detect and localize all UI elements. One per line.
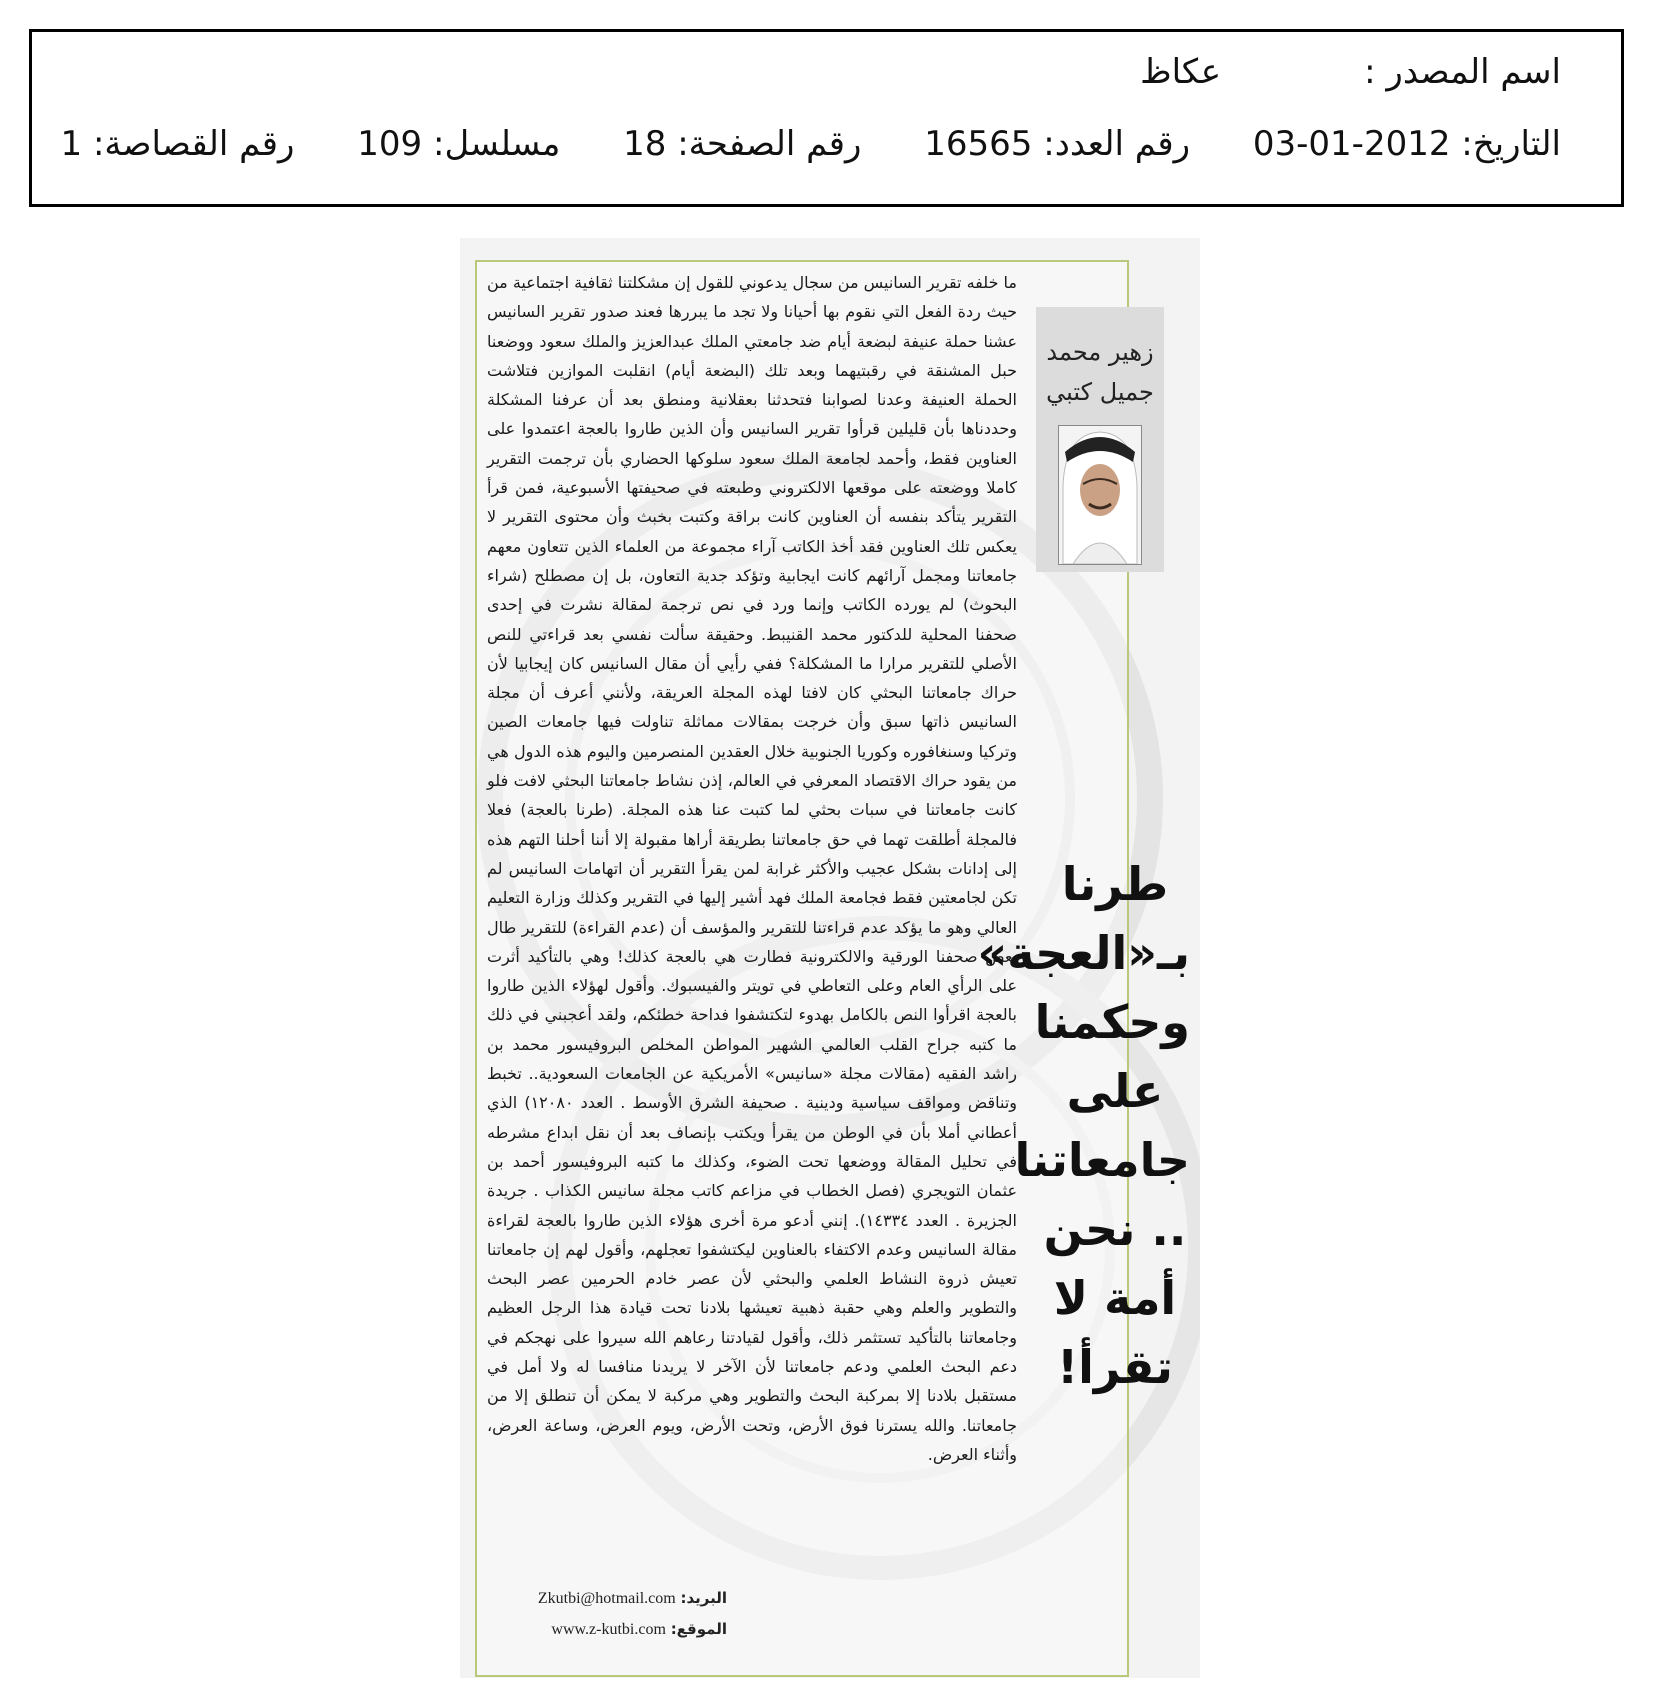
source-value-wrap xyxy=(1140,52,1221,102)
author-name xyxy=(1036,332,1164,412)
date-field: التاريخ: 2012-01-03 xyxy=(1252,124,1561,164)
metadata-row xyxy=(9,124,1562,164)
author-photo xyxy=(1058,425,1142,565)
headline-line: أمة لا xyxy=(1053,1271,1177,1325)
author-name-line2: جميل كتبي xyxy=(1046,378,1154,406)
email-value: Zkutbi@hotmail.com xyxy=(537,1590,676,1607)
author-contact xyxy=(487,1583,727,1645)
source-row xyxy=(1364,52,1561,102)
headline-line: بـ«العجة» xyxy=(977,926,1190,980)
author-portrait-icon xyxy=(1059,426,1141,564)
website-line xyxy=(487,1614,727,1645)
author-box xyxy=(1036,307,1164,572)
article-headline xyxy=(977,850,1190,1402)
headline-line: تقرأ! xyxy=(1057,1340,1173,1394)
author-name-line1: زهير محمد xyxy=(1046,338,1154,366)
headline-line: .. نحن xyxy=(1043,1202,1187,1256)
headline-line: جامعاتنا xyxy=(1014,1133,1190,1187)
source-value: عكاظ xyxy=(1140,52,1221,92)
email-label: البريد: xyxy=(680,1589,727,1607)
clip-number-field: رقم القصاصة: 1 xyxy=(60,124,295,164)
email-line xyxy=(487,1583,727,1614)
serial-field: مسلسل: 109 xyxy=(357,124,561,164)
clipping-header xyxy=(29,29,1624,207)
website-value: www.z-kutbi.com xyxy=(551,1621,666,1638)
headline-line: طرنا xyxy=(1061,857,1169,911)
source-label: اسم المصدر : xyxy=(1364,52,1561,92)
headline-line: وحكمنا xyxy=(1034,995,1190,1049)
headline-line: على xyxy=(1066,1064,1164,1118)
page-field: رقم الصفحة: 18 xyxy=(623,124,862,164)
article-body xyxy=(487,268,1017,1469)
article-paragraph: ما خلفه تقرير السانيس من سجال يدعوني للقول إن مشكلتنا ثقافية اجتماعية من حيث ردة الفعل التي نقوم بها أحيانا ولا تجد ما يبررها فعند صدور تقرير السانيس عشنا حملة عنيفة لبضعة أيام ضد جامعتي الملك عبدالعزيز والملك سعود ووضعنا حبل المشنقة في رقبتيهما وبعد تلك (البضعة أيام) انقلبت الموازين فتلاشت الحملة العنيفة وعدنا لصوابنا فتحدثنا بعقلانية ومنطق بعد أن عرفنا المشكلة وحددناها بأن قليلين قرأوا تقرير السانيس وأن الذين طاروا بالعجة اعتمدوا على العناوين فقط، وأحمد لجامعة الملك سعود سلوكها الحضاري بأن ترجمت التقرير كاملا ووضعته على موقعها الالكتروني وطبعته في صحيفتها الأسبوعية، فمن قرأ التقرير يتأكد بنفسه أن العناوين كانت براقة وكتبت بخبث وأن محتوى التقرير لا يعكس تلك العناوين فقد أخذ الكاتب آراء مجموعة من العلماء الذين تتعاون معهم جامعاتنا ومجمل آرائهم كانت ايجابية وتؤكد جدية التعاون، بل إن مصطلح (شراء البحوث) لم يورده الكاتب وإنما ورد في نص ترجمة لمقالة نشرت في إحدى صحفنا المحلية للدكتور محمد القنيبط. وحقيقة سألت نفسي بعد قراءتي للنص الأصلي للتقرير مرارا ما المشكلة؟ ففي رأيي أن مقال السانيس كان إيجابيا لأن حراك جامعاتنا البحثي كان لافتا لهذه المجلة العريقة، ولأنني أعرف أن مجلة السانيس ذاتها سبق وأن خرجت بمقالات مماثلة تناولت فيها جامعات الصين وتركيا وسنغافوره وكوريا الجنوبية خلال العقدين المنصرمين واليوم هذه الدول هي من يقود حراك الاقتصاد المعرفي في العالم، إذن نشاط جامعاتنا البحثي لافت فلو كانت جامعاتنا في سبات بحثي لما كتبت عنا هذه المجلة. (طرنا بالعجة) فعلا فالمجلة أطلقت تهما في حق جامعاتنا بطريقة أراها مقبولة إلا أننا أحلنا التهم هذه إلى إدانات بشكل عجيب والأكثر غرابة لمن يقرأ التقرير أن اتهامات السانيس لم تكن لجامعتين فقط فجامعة الملك فهد أشير إليها في التقرير وكذلك وزارة التعليم العالي وهو ما يؤكد عدم قراءتنا للتقرير والمؤسف أن (عدم القراءة) للتقرير طال بعض صحفنا الورقية والالكترونية فطارت هي بالعجة كذلك! وهي بالتأكيد أثرت على الرأي العام وعلى التعاطي في تويتر والفيسبوك. وأقول لهؤلاء الذين طاروا بالعجة اقرأوا النص بالكامل بهدوء لتكتشفوا فداحة خطئكم، ولقد أعجبني في ذلك ما كتبه جراح القلب العالمي الشهير المواطن المخلص البروفيسور محمد بن راشد الفقيه (مقالات مجلة «سانيس» الأمريكية عن الجامعات السعودية.. تخبط وتناقض ومواقف سياسية ودينية . صحيفة الشرق الأوسط . العدد ١٢٠٨٠) الذي أعطاني أملا بأن في الوطن من يقرأ ويكتب بإنصاف بعد أن نقل ابداع مشرطه في تحليل المقالة ووضعها تحت الضوء، وكذلك ما كتبه البروفيسور أحمد بن عثمان التويجري (فصل الخطاب في مزاعم كاتب مجلة سانيس الكذاب . جريدة الجزيرة . العدد ١٤٣٣٤). إنني أدعو مرة أخرى هؤلاء الذين طاروا بالعجة لقراءة مقالة السانيس وعدم الاكتفاء بالعناوين ليكتشفوا تعجلهم، وأقول لهم إن جامعاتنا تعيش ذروة النشاط العلمي والبحثي لأن عصر خادم الحرمين عصر البحث والتطوير والعلم وهي حقبة ذهبية تعيشها بلادنا تحت قيادة هذا الرجل العظيم وجامعاتنا بالتأكيد تستثمر ذلك، وأقول لقيادتنا رعاهم الله سيروا على نهجكم في دعم البحث العلمي ودعم جامعاتنا لأن الآخر لا يريدنا منافسا له ولا أمل في مستقبل بلادنا إلا بمركبة البحث والتطوير وهي مركبة لا يمكن أن تنطلق إلا من جامعاتنا. والله يسترنا فوق الأرض، وتحت الأرض، ويوم العرض، وساعة العرض، وأثناء العرض. xyxy=(487,273,1018,1464)
issue-field: رقم العدد: 16565 xyxy=(924,124,1191,164)
website-label: الموقع: xyxy=(670,1620,727,1638)
